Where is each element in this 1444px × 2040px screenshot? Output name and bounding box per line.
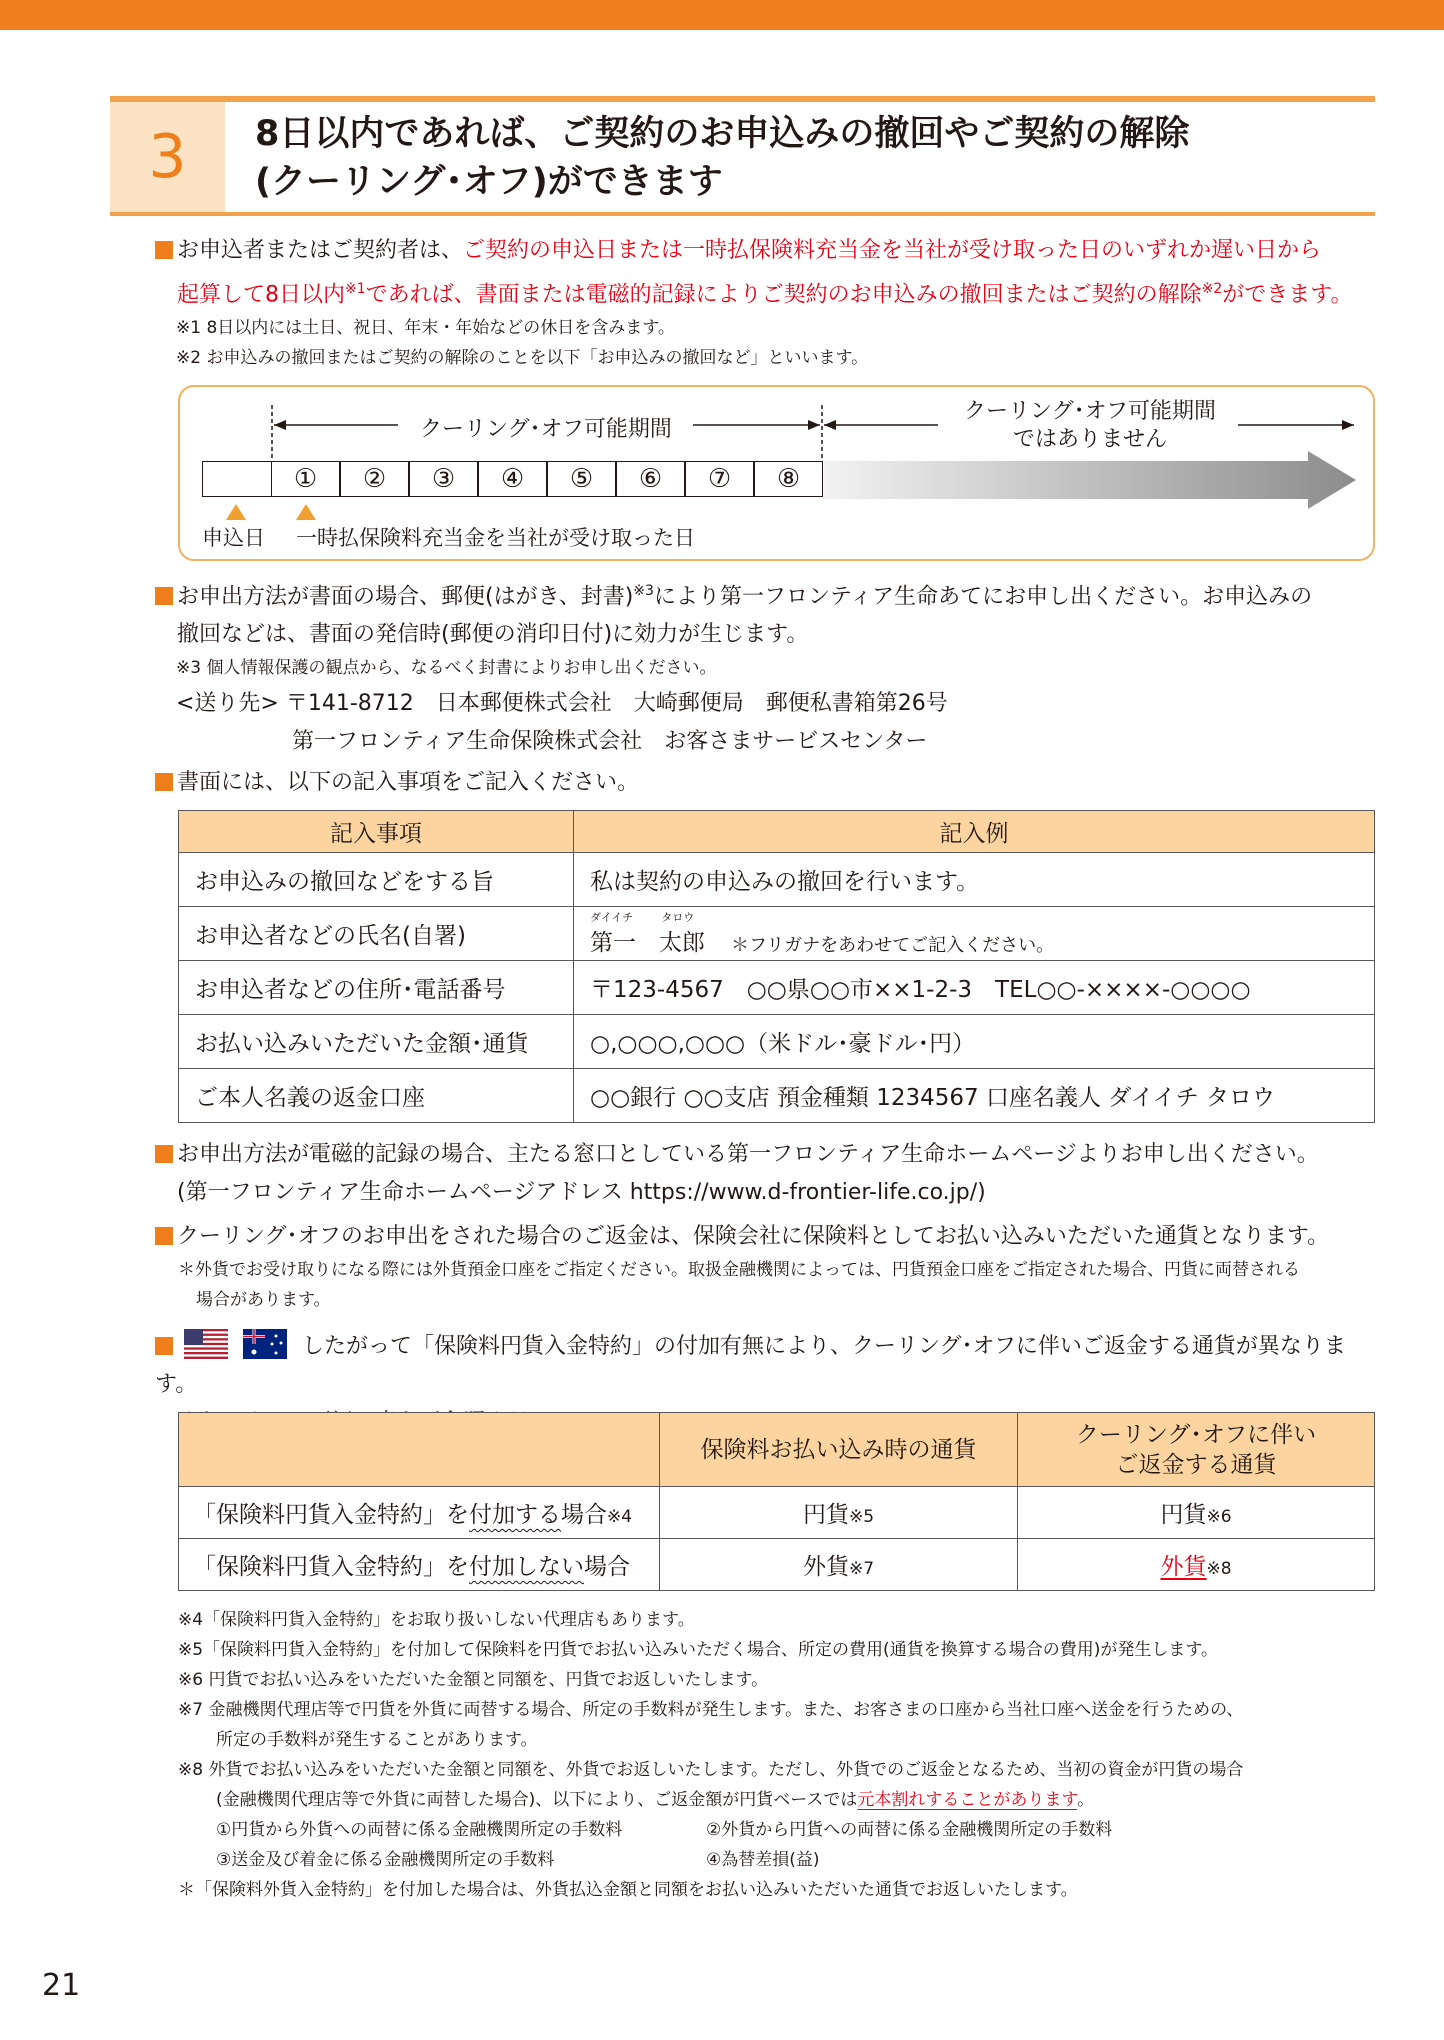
row2-pay-sup: ※7	[848, 1559, 875, 1579]
section-title-line2: (クーリング･オフ)ができます	[255, 162, 723, 202]
apply-day-label: 申込日	[202, 526, 265, 550]
electronic-text: お申出方法が電磁的記録の場合、主たる窓口としている第一フロンティア生命ホームページよりお申し出ください。	[177, 1142, 1319, 1167]
table-cell	[660, 1487, 1018, 1539]
not-period-line2: ではありません	[1012, 427, 1167, 452]
footnotes	[178, 1605, 1388, 1905]
footnote-7-line1: ※7 金融機関代理店等で円貨を外貨に両替する場合、所定の手数料が発生します。また、お客さまの口座から当社口座へ送金を行うための、	[178, 1700, 1244, 1720]
fee-item: ②外貨から円貨への両替に係る金融機関所定の手数料	[706, 1820, 1113, 1840]
footnote-6: ※6 円貨でお払い込みをいただいた金額と同額を、円貨でお返しいたします。	[178, 1670, 769, 1690]
table-row	[179, 961, 1375, 1015]
mail-text-b: により第一フロンティア生命あてにお申し出ください。お申込みの	[653, 584, 1313, 610]
period-label: クーリング･オフ可能期間	[420, 417, 672, 442]
table-header-row	[179, 1413, 1375, 1487]
table-cell: ○○銀行 ○○支店 預金種類 1234567 口座名義人 ダイイチ タロウ	[574, 1069, 1375, 1123]
bullet-square-icon	[155, 1145, 173, 1163]
refund-paragraph	[155, 1218, 1385, 1256]
row2-ref-sup: ※8	[1206, 1559, 1232, 1579]
note-2: ※2 お申込みの撤回またはご契約の解除のことを以下「お申込みの撤回など」といいます。	[176, 348, 869, 368]
not-period-gradient-arrow	[824, 451, 1356, 509]
refund-note	[178, 1255, 1388, 1315]
bullet-square-icon	[155, 1227, 173, 1245]
table-row	[179, 1539, 1375, 1591]
page-number: 21	[42, 1968, 81, 2003]
timeline-day-cell: ④	[478, 461, 547, 497]
fee-row-1	[178, 1815, 1388, 1845]
table-cell: お払い込みいただいた金額･通貨	[179, 1015, 574, 1069]
bullet-square-icon	[155, 773, 173, 791]
note-3: ※3 個人情報保護の観点から、なるべく封書によりお申し出ください。	[176, 658, 717, 678]
fee-item: ④為替差損(益)	[706, 1850, 820, 1870]
refund-note-line2: 場合があります。	[196, 1290, 331, 1310]
intro-sup2: ※2	[1201, 281, 1223, 297]
table-cell	[660, 1539, 1018, 1591]
row1-ref: 円貨	[1160, 1502, 1207, 1528]
not-period-arrow-right-head	[1342, 420, 1354, 430]
entries-heading	[155, 764, 639, 802]
intro-text-d: であれば、書面または電磁的記録によりご契約のお申込みの撤回またはご契約の解除	[365, 282, 1202, 308]
furigana-note: ＊フリガナをあわせてご記入ください。	[731, 934, 1055, 956]
period-arrow-right-head	[808, 420, 820, 430]
bullet-square-icon	[155, 587, 173, 605]
fee-item: ①円貨から外貨への両替に係る金融機関所定の手数料	[216, 1820, 623, 1840]
header-rule-bottom	[110, 212, 1375, 216]
timeline-day-cell: ⑥	[616, 461, 685, 497]
table-cell	[574, 907, 1375, 961]
top-orange-bar	[0, 0, 1444, 30]
footnote-8-line2	[178, 1785, 1388, 1815]
table-row	[179, 907, 1375, 961]
intro-paragraph	[155, 232, 1385, 314]
section-number: 3	[110, 102, 225, 212]
currency-table	[178, 1412, 1375, 1591]
homepage-address: (第一フロンティア生命ホームページアドレス https://www.d-frontier-life.co.jp/)	[177, 1180, 986, 1205]
fee-row-2	[178, 1845, 1388, 1875]
period-arrow-left-head	[274, 420, 286, 430]
footnote-7-line2: 所定の手数料が発生することがあります。	[216, 1730, 538, 1750]
footnote-8-line1: ※8 外貨でお払い込みをいただいた金額と同額を、外貨でお返しいたします。ただし、外貨でのご返金となるため、当初の資金が円貨の場合	[178, 1760, 1244, 1780]
row1-pay-sup: ※5	[848, 1507, 875, 1527]
bullet-square-icon	[155, 1337, 173, 1355]
table-header-cell-empty	[179, 1413, 660, 1487]
timeline-day-cell: ⑧	[754, 461, 823, 497]
example-name: 第一 太郎	[590, 929, 705, 956]
footnote-4: ※4「保険料円貨入金特約」をお取り扱いしない代理店もあります。	[178, 1610, 695, 1630]
footnote-5: ※5「保険料円貨入金特約」を付加して保険料を円貨でお払い込みいただく場合、所定の費用(通貨を換算する場合の費用)が発生します。	[178, 1640, 1218, 1660]
table-cell	[1018, 1487, 1375, 1539]
row2-text-a: 「保険料円貨入金特約」を	[193, 1554, 469, 1580]
fee-item: ③送金及び着金に係る金融機関所定の手数料	[216, 1850, 555, 1870]
table-row	[179, 1015, 1375, 1069]
table-row	[179, 1487, 1375, 1539]
table-cell: お申込みの撤回などをする旨	[179, 853, 574, 907]
timeline-apply-day-cell	[202, 461, 272, 497]
table-cell: ○,○○○,○○○（米ドル･豪ドル･円）	[574, 1015, 1375, 1069]
timeline-day-cell: ⑦	[685, 461, 754, 497]
row1-text-c: 場合	[561, 1502, 607, 1528]
row2-text-b: 付加しない	[469, 1554, 584, 1580]
table-header-cell: 記入事項	[179, 811, 574, 853]
refund-text: クーリング･オフのお申出をされた場合のご返金は、保険会社に保険料としてお払い込みいただいた通貨となります。	[177, 1224, 1330, 1249]
intro-sup1: ※1	[345, 281, 366, 297]
address-line2: 第一フロンティア生命保険株式会社 お客さまサービスセンター	[292, 729, 928, 754]
timeline-day-cell: ①	[271, 461, 340, 497]
table-header-cell: 保険料お払い込み時の通貨	[660, 1413, 1018, 1487]
apply-day-marker-icon	[226, 504, 246, 520]
section-title	[255, 110, 1375, 206]
row1-pay: 円貨	[802, 1502, 849, 1528]
row2-pay: 外貨	[802, 1554, 849, 1580]
timeline-day-cell: ②	[340, 461, 409, 497]
address-line1: <送り先> 〒141-8712 日本郵便株式会社 大崎郵便局 郵便私書箱第26号	[176, 691, 948, 716]
table-cell: ご本人名義の返金口座	[179, 1069, 574, 1123]
ruby-given: タロウ	[661, 910, 695, 924]
table-header-line1: クーリング･オフに伴い	[1075, 1421, 1317, 1448]
row1-text-b: 付加する	[469, 1502, 561, 1528]
not-period-arrow-left-head	[824, 420, 836, 430]
row1-text-a: 「保険料円貨入金特約」を	[193, 1502, 469, 1528]
table-cell: お申込者などの氏名(自署)	[179, 907, 574, 961]
not-period-line1: クーリング･オフ可能期間	[964, 399, 1216, 424]
refund-note-line1: ＊外貨でお受け取りになる際には外貨預金口座をご指定ください。取扱金融機関によっては、円貨預金口座をご指定された場合、円貨に両替される	[178, 1260, 1300, 1280]
mail-sup: ※3	[633, 583, 654, 599]
table-cell: 私は契約の申込みの撤回を行います。	[574, 853, 1375, 907]
table-cell: 〒123-4567 ○○県○○市××1-2-3 TEL○○-××××-○○○○	[574, 961, 1375, 1015]
table-cell	[179, 1539, 660, 1591]
timeline-day-cell: ③	[409, 461, 478, 497]
receive-day-label: 一時払保険料充当金を当社が受け取った日	[296, 526, 695, 550]
note-1: ※1 8日以内には土日、祝日、年末・年始などの休日を含みます。	[176, 318, 675, 338]
electronic-paragraph	[155, 1136, 1385, 1212]
ruby-family: ダイイチ	[590, 910, 634, 924]
intro-text-e: ができます。	[1222, 282, 1353, 308]
row2-ref: 外貨	[1160, 1554, 1207, 1580]
table-cell	[1018, 1539, 1375, 1591]
entries-table	[178, 810, 1375, 1123]
footnote-8-text-b: 元本割れすることがあります	[857, 1790, 1078, 1810]
not-period-label	[940, 398, 1240, 454]
footnote-8-text-c: 。	[1077, 1790, 1095, 1810]
table-header-cell: 記入例	[574, 811, 1375, 853]
intro-text-a: お申込者またはご契約者は、	[177, 238, 464, 263]
row1-sup: ※4	[607, 1507, 633, 1527]
receive-day-marker-icon	[296, 504, 316, 520]
bullet-square-icon	[155, 241, 173, 259]
mail-paragraph	[155, 572, 1385, 654]
footnote-8-text-a: (金融機関代理店等で外貨に両替した場合)、以下により、ご返金額が円貨ベースでは	[216, 1790, 858, 1810]
row2-text-c: 場合	[584, 1554, 630, 1580]
intro-text-c: 起算して8日以内	[177, 282, 345, 308]
footnote-last: ＊「保険料外貨入金特約」を付加した場合は、外貨払込金額と同額をお払い込みいただいた通貨でお返しいたします。	[178, 1880, 1078, 1900]
row1-ref-sup: ※6	[1206, 1507, 1232, 1527]
table-header-cell	[1018, 1413, 1375, 1487]
table-row	[179, 853, 1375, 907]
table-header-row	[179, 811, 1375, 853]
header-rule-top	[110, 96, 1375, 102]
entries-heading-text: 書面には、以下の記入事項をご記入ください。	[177, 770, 640, 795]
mail-text-c: 撤回などは、書面の発信時(郵便の消印日付)に効力が生じます。	[177, 622, 809, 648]
australia-flag-icon	[243, 1329, 287, 1359]
intro-text-b: ご契約の申込日または一時払保険料充当金を当社が受け取った日のいずれか遅い日から	[463, 238, 1322, 263]
table-header-line2: ご返金する通貨	[1115, 1451, 1277, 1478]
table-row	[179, 1069, 1375, 1123]
mail-text-a: お申出方法が書面の場合、郵便(はがき、封書)	[177, 584, 634, 610]
table-cell: お申込者などの住所･電話番号	[179, 961, 574, 1015]
currency-text: したがって「保険料円貨入金特約」の付加有無により、クーリング･オフに伴いご返金する通貨が異なります。	[155, 1334, 1346, 1397]
us-flag-icon	[184, 1329, 228, 1359]
table-cell	[179, 1487, 660, 1539]
section-title-line1: 8日以内であれば、ご契約のお申込みの撤回やご契約の解除	[255, 114, 1190, 154]
timeline-day-cell: ⑤	[547, 461, 616, 497]
